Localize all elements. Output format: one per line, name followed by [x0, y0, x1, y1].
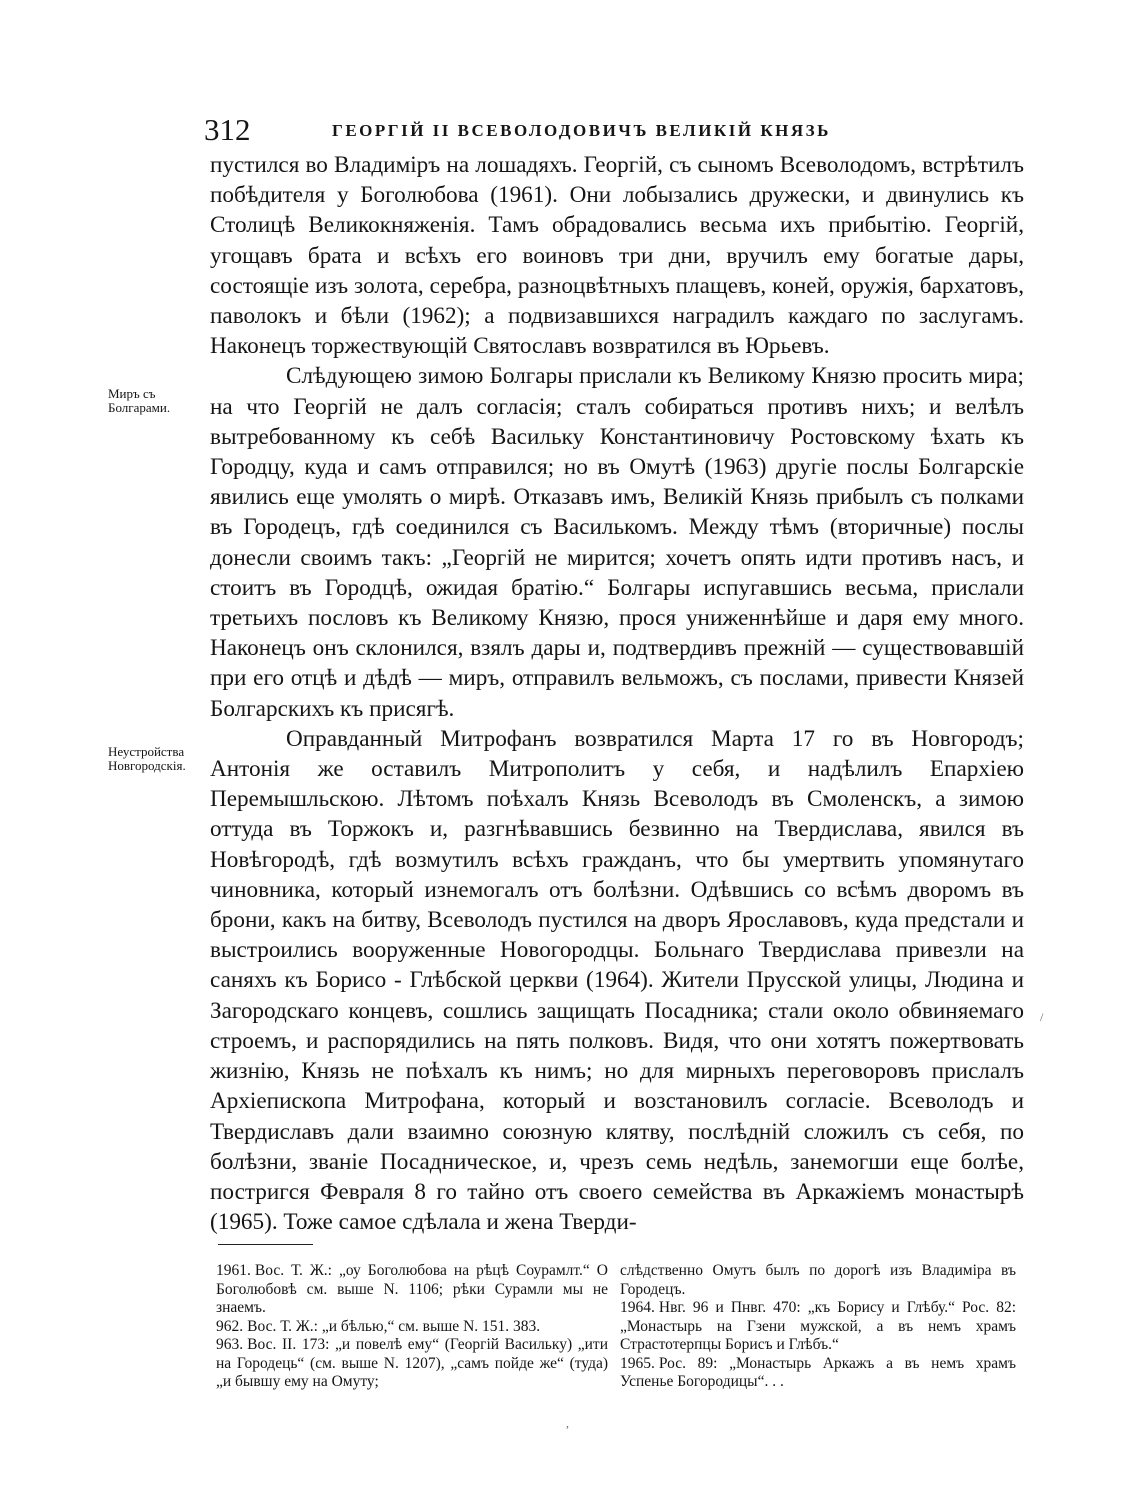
footnote [620, 1262, 1016, 1299]
paragraph: Слѣдующею зимою Болгары прислали къ Великому Князю просить мира; на что Георгій не далъ согласія; сталъ собираться противъ нихъ; и велѣлъ вытребованному къ себѣ Васильку Константиновичу Ростовскому ѣхать къ Городцу, куда и самъ отправился; но въ Омутѣ (1963) другіе послы Болгарскіе явились еще умолять о мирѣ. Отказавъ имъ, Великій Князь прибылъ съ полками въ Городецъ, гдѣ соединился съ Василькомъ. Между тѣмъ (вторичные) послы донесли своимъ такъ: „Георгій не мирится; хочетъ опять идти противъ насъ, и стоитъ въ Городцѣ, ожидая братію.“ Болгары испугавшись весьма, прислали третьихъ пословъ къ Великому Князю, прося униженнѣйше и даря ему много. Наконецъ онъ склонился, взялъ дары и, подтвердивъ прежній — существовавшій при его отцѣ и дѣдѣ — миръ, отправилъ вельможъ, съ послами, привести Князей Болгарскихъ къ присягѣ. [210, 363, 1024, 722]
footnote [620, 1355, 1016, 1392]
footnote-number: 1964. [620, 1299, 655, 1316]
footnote-text: слѣдственно Омутъ былъ по дорогѣ изъ Владиміра въ Городецъ. [620, 1262, 1016, 1298]
footnote-divider [218, 1244, 313, 1245]
footnote-number: 1961. [216, 1262, 251, 1279]
footnote-number: 962. [216, 1317, 244, 1335]
footnote [216, 1262, 608, 1318]
footnote-text: Вос. Т. Ж.: „и бѣлью,“ см. выше N. 151. 383. [247, 1317, 541, 1335]
margin-note-peace-bulgars: Миръ съ Болгарами. [108, 386, 171, 415]
running-title: ГЕОРГІЙ II ВСЕВОЛОДОВИЧЪ ВЕЛИКІЙ КНЯЗЬ [332, 121, 831, 140]
scan-speck: / [1040, 1010, 1044, 1024]
footnote [620, 1299, 1016, 1355]
footnotes-left-column [216, 1262, 608, 1392]
footnote-text: Нвг. 96 и Пнвг. 470: „къ Борису и Глѣбу.“ Рос. 82: „Монастырь на Гзени мужской, а въ немъ храмъ Страстотерпцы Борисъ и Глѣбъ.“ [620, 1299, 1016, 1353]
paragraph: Оправданный Митрофанъ возвратился Марта 17 го въ Новгородъ; Антонія же оставилъ Митрополитъ у себя, и надѣлилъ Епархіею Перемышльскою. Лѣтомъ поѣхалъ Князь Всеволодъ въ Смоленскъ, а зимою оттуда въ Торжокъ и, разгнѣвавшись безвинно на Твердислава, явился въ Новѣгородѣ, гдѣ возмутилъ всѣхъ гражданъ, что бы умертвить упомянутаго чиновника, который изнемогалъ отъ болѣзни. Одѣвшись со всѣмъ дворомъ въ брони, какъ на битву, Всеволодъ пустился на дворъ Ярославовъ, куда предстали и выстроились вооруженные Новогородцы. Больнаго Твердислава привезли на саняхъ къ Борисо - Глѣбской церкви (1964). Жители Прусской улицы, Людина и Загородскаго концевъ, сошлись защищать Посадника; стали около обвиняемаго строемъ, и распорядились на пять полковъ. Видя, что они хотятъ пожертвовать жизнію, Князь не поѣхалъ къ нимъ; но для мирныхъ переговоровъ прислалъ Архіепископа Митрофана, который и возстановилъ согласіе. Всеволодъ и Твердиславъ дали взаимно союзную клятву, послѣдній сложилъ съ себя, по болѣзни, званіе Посадническое, и, чрезъ семь недѣль, занемогши еще болѣе, постригся Февраля 8 го тайно отъ своего семейства въ Аркажіемъ монастырѣ (1965). Тоже самое сдѣлала и жена Тверди- [210, 725, 1024, 1236]
footnote [216, 1336, 608, 1392]
main-text [210, 150, 1024, 1237]
paragraph: пустился во Владиміръ на лошадяхъ. Георгій, съ сыномъ Всеволодомъ, встрѣтилъ побѣдителя у Боголюбова (1961). Они лобызались дружески, и двинулись къ Столицѣ Великокняженія. Тамъ обрадовались весьма ихъ прибытію. Георгій, угощавъ брата и всѣхъ его воиновъ три дни, вручилъ ему богатые дары, состоящіе изъ золота, серебра, разноцвѣтныхъ плащевъ, коней, оружія, бархатовъ, паволокъ и бѣли (1962); а подвизавшихся наградилъ каждаго по заслугамъ. Наконецъ торжествующій Святославъ возвратился въ Юрьевъ. [210, 152, 1024, 360]
footnote-text: Вос. Т. Ж.: „оу Боголюбова на рѣцѣ Соурамлт.“ О Боголюбовѣ см. выше N. 1106; рѣки Сурамли мы не знаемъ. [216, 1262, 608, 1316]
margin-note-novgorod-unrest: Неустройства Новгородскія. [108, 744, 186, 773]
footnote [216, 1318, 608, 1337]
page-number: 312 [204, 112, 251, 147]
footnote-number: 963. [216, 1336, 244, 1353]
footnote-text: Рос. 89: „Монастырь Аркажъ а въ немъ храмъ Успенье Богородицы“. . . [620, 1354, 1016, 1390]
page-header [204, 112, 1024, 152]
footnotes-right-column [620, 1262, 1016, 1392]
footnote-number: 1965. [620, 1354, 655, 1372]
scan-speck: , [566, 1416, 569, 1430]
footnote-text: Вос. II. 173: „и повелѣ ему“ (Георгій Васильку) „ити на Городець“ (см. выше N. 1207), „самъ пойде же“ (туда) „и бывшу ему на Омуту; [216, 1336, 608, 1390]
